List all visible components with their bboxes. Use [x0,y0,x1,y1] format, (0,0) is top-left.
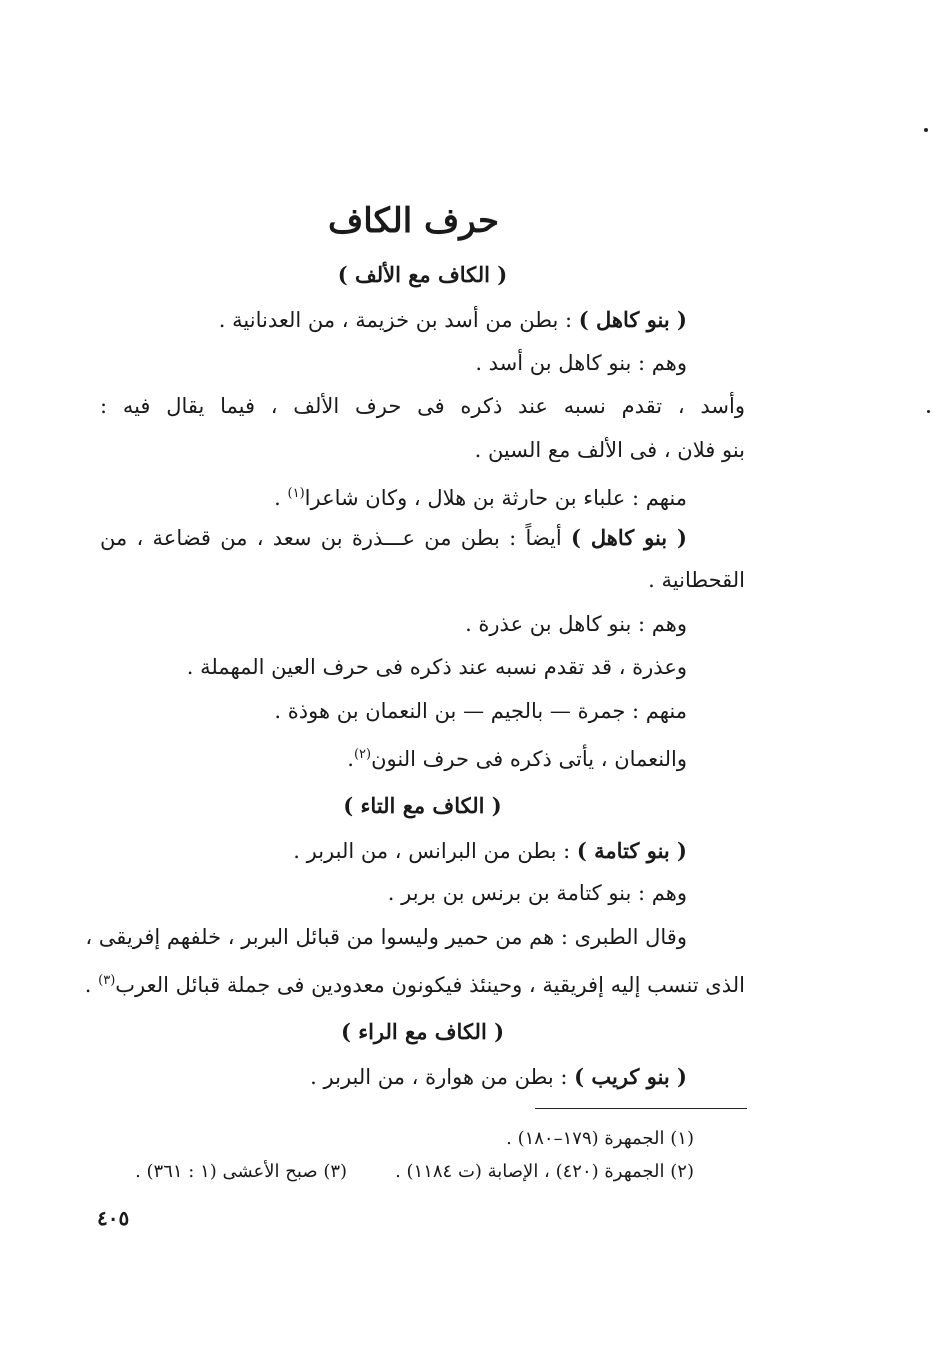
footnote-ref: (٢) [353,747,372,762]
footnotes [90,1122,694,1188]
line-text: وهم : بنو كاهل بن أسد . [475,350,687,375]
line-text: منهم : علباء بن حارثة بن هلال ، وكان شاعرا [304,486,687,510]
text-line [100,429,745,473]
scan-speck [927,410,930,413]
text-line [100,646,745,690]
line-text: وعذرة ، قد تقدم نسبه عند ذكره فى حرف العين المهملة . [186,655,687,679]
line-text: والنعمان ، يأتى ذكره فى حرف النون [371,747,687,771]
footnote-2: (٢) الجمهرة (٤٢٠) ، الإصابة (ت ١١٨٤) . [395,1161,694,1182]
entry-tag: ( بنو كتامة ) [576,837,687,863]
entry-tag: ( بنو كاهل ) [571,524,687,550]
section-heading: ( الكاف مع الألف ) [337,262,508,287]
entry-tag: ( بنو كريب ) [574,1063,687,1089]
line-end: . [347,747,354,771]
main-text-column [84,190,745,1098]
line-text: القحطانية . [648,568,745,592]
entry-line [100,1055,745,1099]
entry-tag: ( بنو كاهل ) [578,307,687,332]
entry-line [100,298,745,342]
line-text: وأسد ، تقدم نسبه عند ذكره فى حرف الألف ، فيما يقال فيه : [100,394,745,418]
footnote-1: (١) الجمهرة (١٧٩–١٨٠) . [506,1128,694,1149]
text-line [100,472,745,516]
entry-text: : بطن من هوارة ، من البربر . [310,1064,575,1089]
footnote-separator [535,1108,747,1109]
footnote-line [90,1122,694,1155]
text-line [85,916,745,960]
entry-text: : بطن من أسد بن خزيمة ، من العدنانية . [218,308,579,332]
section-heading: ( الكاف مع التاء ) [343,792,502,818]
text-line [84,959,745,1003]
text-line [100,690,745,734]
text-line [100,872,745,916]
entry-line [100,829,745,873]
footnote-ref: (١) [287,486,305,501]
text-line [100,733,745,777]
entry-text: : بطن من البرانس ، من البربر . [293,838,577,863]
entry-line [100,516,745,560]
footnote-line [90,1155,694,1188]
line-text: منهم : جمرة — بالجيم — بن النعمان بن هوذة . [274,698,687,723]
page-number: ٤٠٥ [97,1206,130,1230]
text-line [100,342,745,386]
line-end: . [84,973,99,997]
line-text: وهم : بنو كاهل بن عذرة . [465,611,687,636]
line-text: وقال الطبرى : هم من حمير وليسوا من قبائل البربر ، خلفهم إفريقى ، [85,924,687,949]
footnote-ref: (٣) [98,973,116,988]
chapter-title: حرف الكاف [327,201,500,241]
section-heading: ( الكاف مع الراء ) [340,1018,505,1044]
text-line [100,603,745,647]
scan-speck [924,128,928,132]
line-text: بنو فلان ، فى الألف مع السين . [474,437,745,462]
text-line [100,559,745,603]
footnote-3: (٣) صبح الأعشى (١ : ٣٦١) . [135,1161,348,1182]
line-text: الذى تنسب إليه إفريقية ، وحينئذ فيكونون معدودين فى جملة قبائل العرب [115,973,745,997]
line-end: . [274,486,288,510]
line-text: وهم : بنو كتامة بن برنس بن بربر . [387,881,687,905]
entry-text: أيضاً : بطن من عـــذرة بن سعد ، من قضاعة ، من [100,525,572,550]
text-line [100,385,745,429]
